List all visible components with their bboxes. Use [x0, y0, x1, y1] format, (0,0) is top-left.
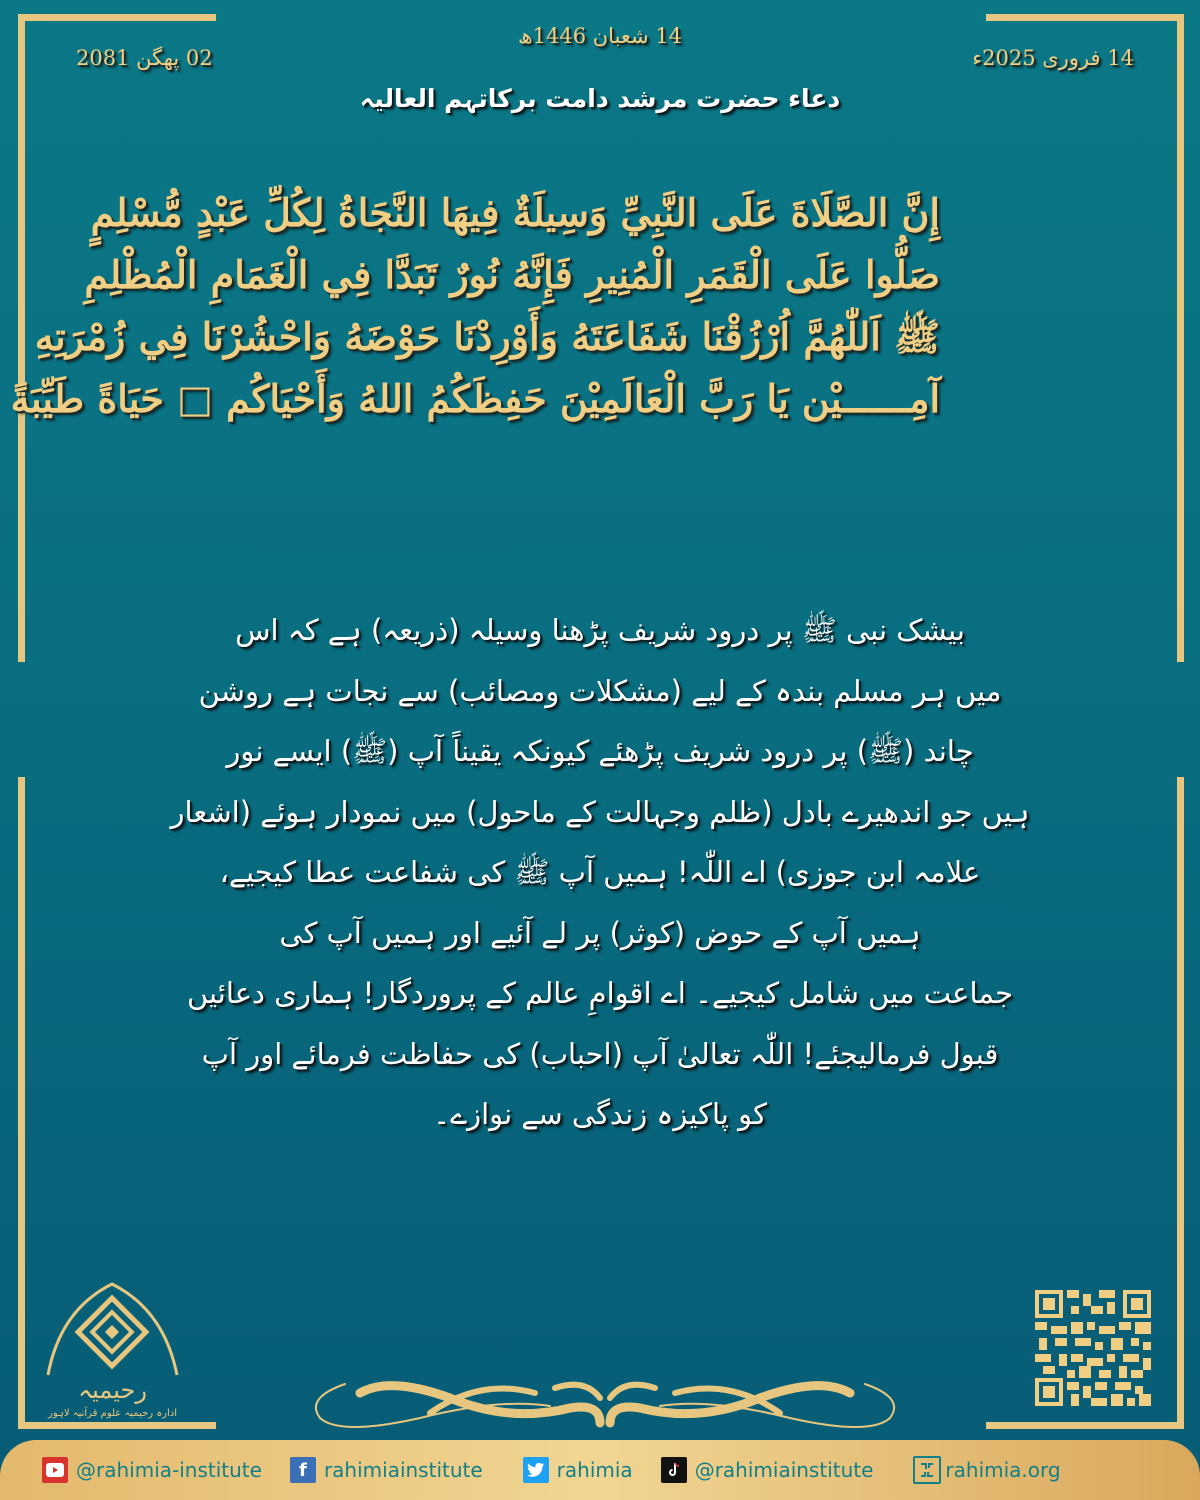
urdu-line: چاند (ﷺ) پر درود شریف پڑھئے کیونکہ یقیناً آپ (ﷺ) ایسے نور: [226, 734, 974, 768]
page-title: دعاء حضرت مرشد دامت برکاتہم العالیہ: [359, 84, 841, 113]
arabic-line: ﷺ اَللّٰهُمَّ اُرْزُقْنَا شَفَاعَتَهُ وَأَوْرِدْنَا حَوْضَهُ وَاحْشُرْنَا فِي زُمْرَتِهِ: [34, 314, 940, 359]
facebook-handle: rahimiainstitute: [323, 1458, 483, 1482]
urdu-line: قبول فرمالیجئے! اللّٰہ تعالیٰ آپ (احباب) کی حفاظت فرمائے اور آپ: [201, 1036, 999, 1071]
frame-bottom-right-horizontal: [986, 1422, 1184, 1429]
gregorian-date: 14 فروری 2025ء: [972, 46, 1134, 70]
website-icon: [913, 1456, 941, 1484]
frame-right-vertical-lower: [1177, 777, 1184, 1429]
frame-top-left-horizontal: [18, 14, 216, 21]
facebook-icon: f: [290, 1457, 316, 1483]
tiktok-handle: @rahimiainstitute: [694, 1458, 874, 1482]
frame-top-right-horizontal: [986, 14, 1184, 21]
website-link: rahimia.org: [945, 1458, 1061, 1482]
hijri-date: 14 شعبان 1446ھ: [517, 24, 683, 48]
logo-subtitle: ادارہ رحیمیہ علوم قرآنیہ لاہور: [47, 1408, 178, 1419]
twitter-icon: [523, 1457, 549, 1483]
frame-left-vertical-lower: [18, 777, 25, 1429]
arabic-dua: [10, 182, 940, 430]
urdu-line: علامہ ابن جوزی) اے اللّٰہ! ہمیں آپ ﷺ کی شفاعت عطا کیجیے،: [219, 855, 981, 889]
social-facebook[interactable]: [290, 1457, 483, 1483]
youtube-handle: @rahimia-institute: [76, 1458, 262, 1482]
twitter-handle: rahimia: [556, 1458, 633, 1482]
urdu-translation: [160, 600, 1040, 1145]
decorative-flourish-icon: [300, 1368, 910, 1438]
social-tiktok[interactable]: [661, 1457, 874, 1483]
rahimia-logo: [40, 1280, 185, 1430]
urdu-line: ہیں جو اندھیرے بادل (ظلم وجہالت کے ماحول) میں نمودار ہوئے (اشعار: [170, 794, 1030, 829]
bikrami-date: 02 پھگن 2081: [76, 46, 213, 70]
urdu-line: بیشک نبی ﷺ پر درود شریف پڑھنا وسیلہ (ذریعہ) ہے کہ اس: [235, 613, 965, 647]
social-footer: [0, 1440, 1200, 1500]
arabic-line: آمِــــــيْن يَا رَبَّ الْعَالَمِيْنَ حَفِظَكُمُ اللهُ وَأَحْيَاكُم □ حَيَاةً طَيِّبَةً: [10, 376, 940, 421]
urdu-line: میں ہر مسلم بندہ کے لیے (مشکلات ومصائب) سے نجات ہے روشن: [198, 673, 1002, 708]
arabic-line: صَلُّوا عَلَى الْقَمَرِ الْمُنِيرِ فَإِنَّهُ نُورٌ تَبَدَّا فِي الْغَمَامِ الْمُظْلِمِ: [84, 252, 940, 297]
urdu-line: کو پاکیزہ زندگی سے نوازے۔: [433, 1097, 767, 1131]
arabic-line: إِنَّ الصَّلَاةَ عَلَى النَّبِيِّ وَسِيلَةٌ فِيهَا النَّجَاةُ لِكُلِّ عَبْدٍ مُّسْلِمٍ: [90, 190, 940, 235]
social-twitter[interactable]: [523, 1457, 633, 1483]
urdu-line: ہمیں آپ کے حوض (کوثر) پر لے آئیے اور ہمیں آپ کی: [279, 915, 921, 950]
tiktok-icon: [661, 1457, 687, 1483]
social-youtube[interactable]: [42, 1457, 262, 1483]
qr-code-icon[interactable]: [1034, 1290, 1152, 1406]
social-website[interactable]: [913, 1456, 1060, 1484]
youtube-icon: [42, 1457, 68, 1483]
urdu-line: جماعت میں شامل کیجیے۔ اے اقوامِ عالم کے پروردگار! ہماری دعائیں: [186, 976, 1014, 1010]
logo-name: رحیمیہ: [78, 1376, 147, 1404]
